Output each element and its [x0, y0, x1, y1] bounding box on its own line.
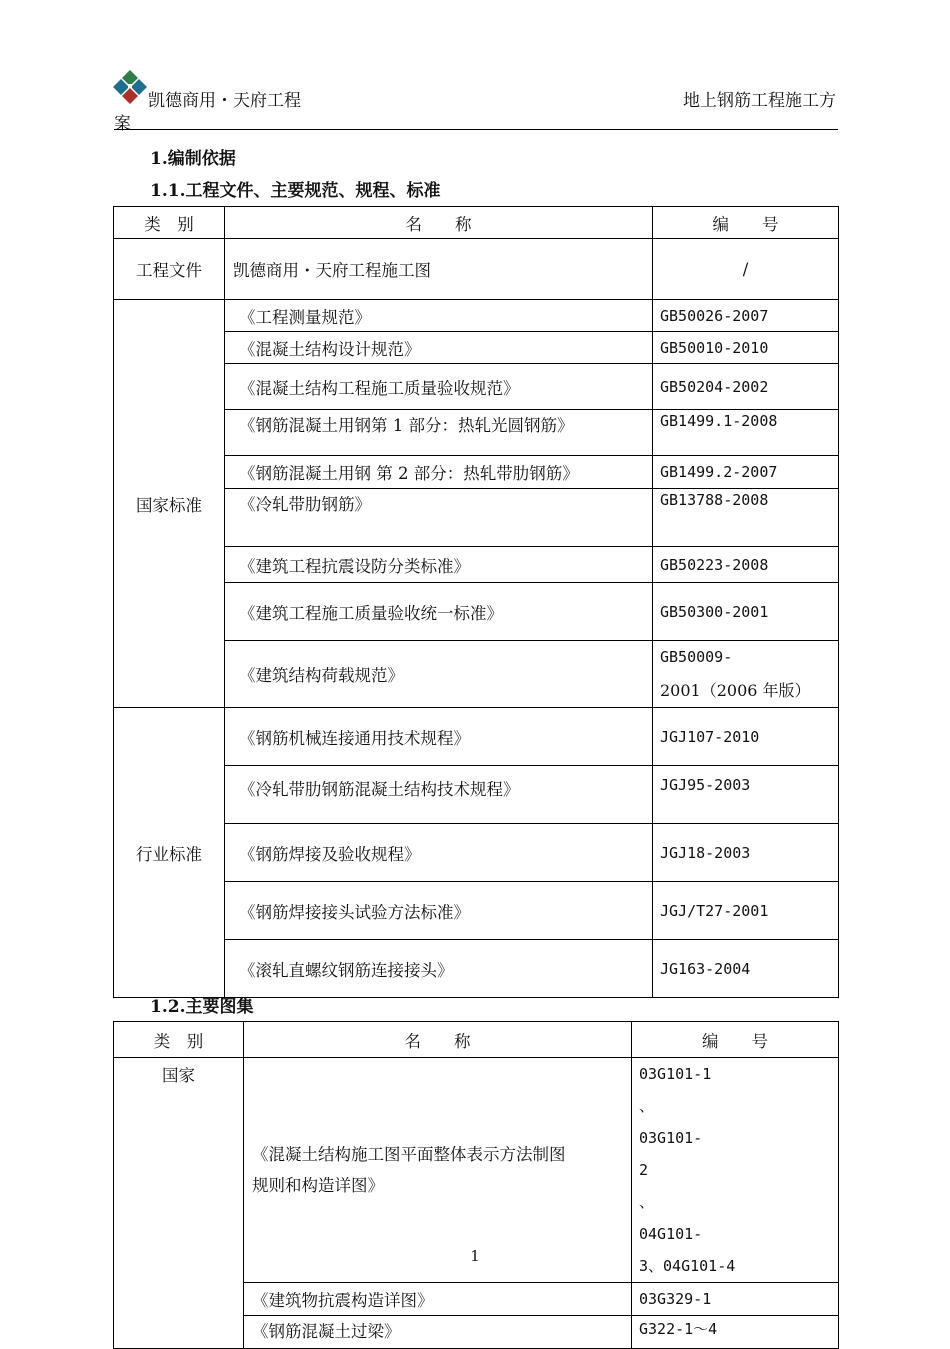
- code-part: 2: [639, 1161, 649, 1179]
- table-row: [114, 239, 839, 300]
- code-cell: GB50026-2007: [653, 300, 839, 332]
- header-divider: [114, 129, 838, 130]
- name-line: 规则和构造详图》: [252, 1176, 384, 1195]
- table-row: [114, 300, 839, 332]
- name-cell: 《钢筋混凝土过梁》: [244, 1316, 632, 1349]
- atlas-table: [113, 1021, 839, 1349]
- column-header-code: 编 号: [632, 1022, 839, 1058]
- category-cell: 行业标准: [114, 708, 225, 998]
- code-cell: JGJ/T27-2001: [653, 882, 839, 940]
- code-cell: JGJ95-2003: [653, 766, 839, 824]
- code-line: 3、04G101-4: [639, 1257, 736, 1275]
- name-cell: 《冷轧带肋钢筋混凝土结构技术规程》: [225, 766, 653, 824]
- name-cell: 《钢筋焊接接头试验方法标准》: [225, 882, 653, 940]
- name-cell: 《建筑物抗震构造详图》: [244, 1283, 632, 1316]
- name-cell: 《建筑工程抗震设防分类标准》: [225, 547, 653, 583]
- code-cell: GB50223-2008: [653, 547, 839, 583]
- section-heading-1: 1.编制依据: [150, 149, 236, 169]
- name-cell: 凯德商用・天府工程施工图: [225, 239, 653, 300]
- code-cell: JG163-2004: [653, 940, 839, 998]
- code-line: [639, 1154, 838, 1250]
- code-line: [639, 1058, 838, 1154]
- column-header-name: 名 称: [244, 1022, 632, 1058]
- company-logo-icon: [112, 68, 148, 108]
- code-cell: GB50300-2001: [653, 583, 839, 641]
- code-part: 03G101-1: [639, 1065, 712, 1083]
- code-separator: 、: [639, 1193, 655, 1211]
- header-document-title: 地上钢筋工程施工方: [683, 91, 836, 111]
- code-cell: [653, 641, 839, 708]
- header-title-wrap: 案: [114, 114, 131, 134]
- name-cell: 《钢筋机械连接通用技术规程》: [225, 708, 653, 766]
- table-row: [114, 708, 839, 766]
- name-cell: 《建筑工程施工质量验收统一标准》: [225, 583, 653, 641]
- code-cell: /: [653, 239, 839, 300]
- standards-table: [113, 206, 839, 998]
- column-header-category: 类 别: [114, 1022, 244, 1058]
- name-cell: 《建筑结构荷载规范》: [225, 641, 653, 708]
- code-cell: G322-1～4: [632, 1316, 839, 1349]
- code-cell: GB50010-2010: [653, 332, 839, 364]
- code-separator: 、: [639, 1097, 655, 1115]
- column-header-code: 编 号: [653, 207, 839, 239]
- column-header-name: 名 称: [225, 207, 653, 239]
- code-line: GB50009-: [660, 648, 733, 666]
- category-cell: 工程文件: [114, 239, 225, 300]
- code-cell: GB1499.1-2008: [653, 410, 839, 456]
- name-cell: 《冷轧带肋钢筋》: [225, 489, 653, 547]
- code-part: 03G101-: [639, 1129, 703, 1147]
- code-cell: 03G329-1: [632, 1283, 839, 1316]
- name-cell: 《混凝土结构设计规范》: [225, 332, 653, 364]
- name-line: 《混凝土结构施工图平面整体表示方法制图: [252, 1145, 566, 1164]
- section-heading-1-2: 1.2.主要图集: [150, 997, 254, 1017]
- section-heading-1-1: 1.1.工程文件、主要规范、规程、标准: [150, 181, 441, 201]
- name-cell: 《钢筋焊接及验收规程》: [225, 824, 653, 882]
- name-cell: 《滚轧直螺纹钢筋连接接头》: [225, 940, 653, 998]
- code-cell: JGJ18-2003: [653, 824, 839, 882]
- name-cell: 《混凝土结构工程施工质量验收规范》: [225, 364, 653, 410]
- code-cell: GB13788-2008: [653, 489, 839, 547]
- category-cell: 国家: [114, 1058, 244, 1349]
- category-cell: 国家标准: [114, 300, 225, 708]
- code-cell: JGJ107-2010: [653, 708, 839, 766]
- header-project-title: 凯德商用・天府工程: [148, 91, 301, 111]
- code-cell: GB1499.2-2007: [653, 456, 839, 489]
- code-line: 2001（2006 年版）: [660, 681, 811, 700]
- code-part: 04G101-: [639, 1225, 703, 1243]
- table-header-row: [114, 207, 839, 239]
- name-cell: 《钢筋混凝土用钢 第 2 部分：热轧带肋钢筋》: [225, 456, 653, 489]
- name-cell: 《工程测量规范》: [225, 300, 653, 332]
- code-cell: GB50204-2002: [653, 364, 839, 410]
- table-header-row: [114, 1022, 839, 1058]
- page-number: 1: [470, 1247, 480, 1265]
- column-header-category: 类 别: [114, 207, 225, 239]
- name-cell: 《钢筋混凝土用钢第 1 部分：热轧光圆钢筋》: [225, 410, 653, 456]
